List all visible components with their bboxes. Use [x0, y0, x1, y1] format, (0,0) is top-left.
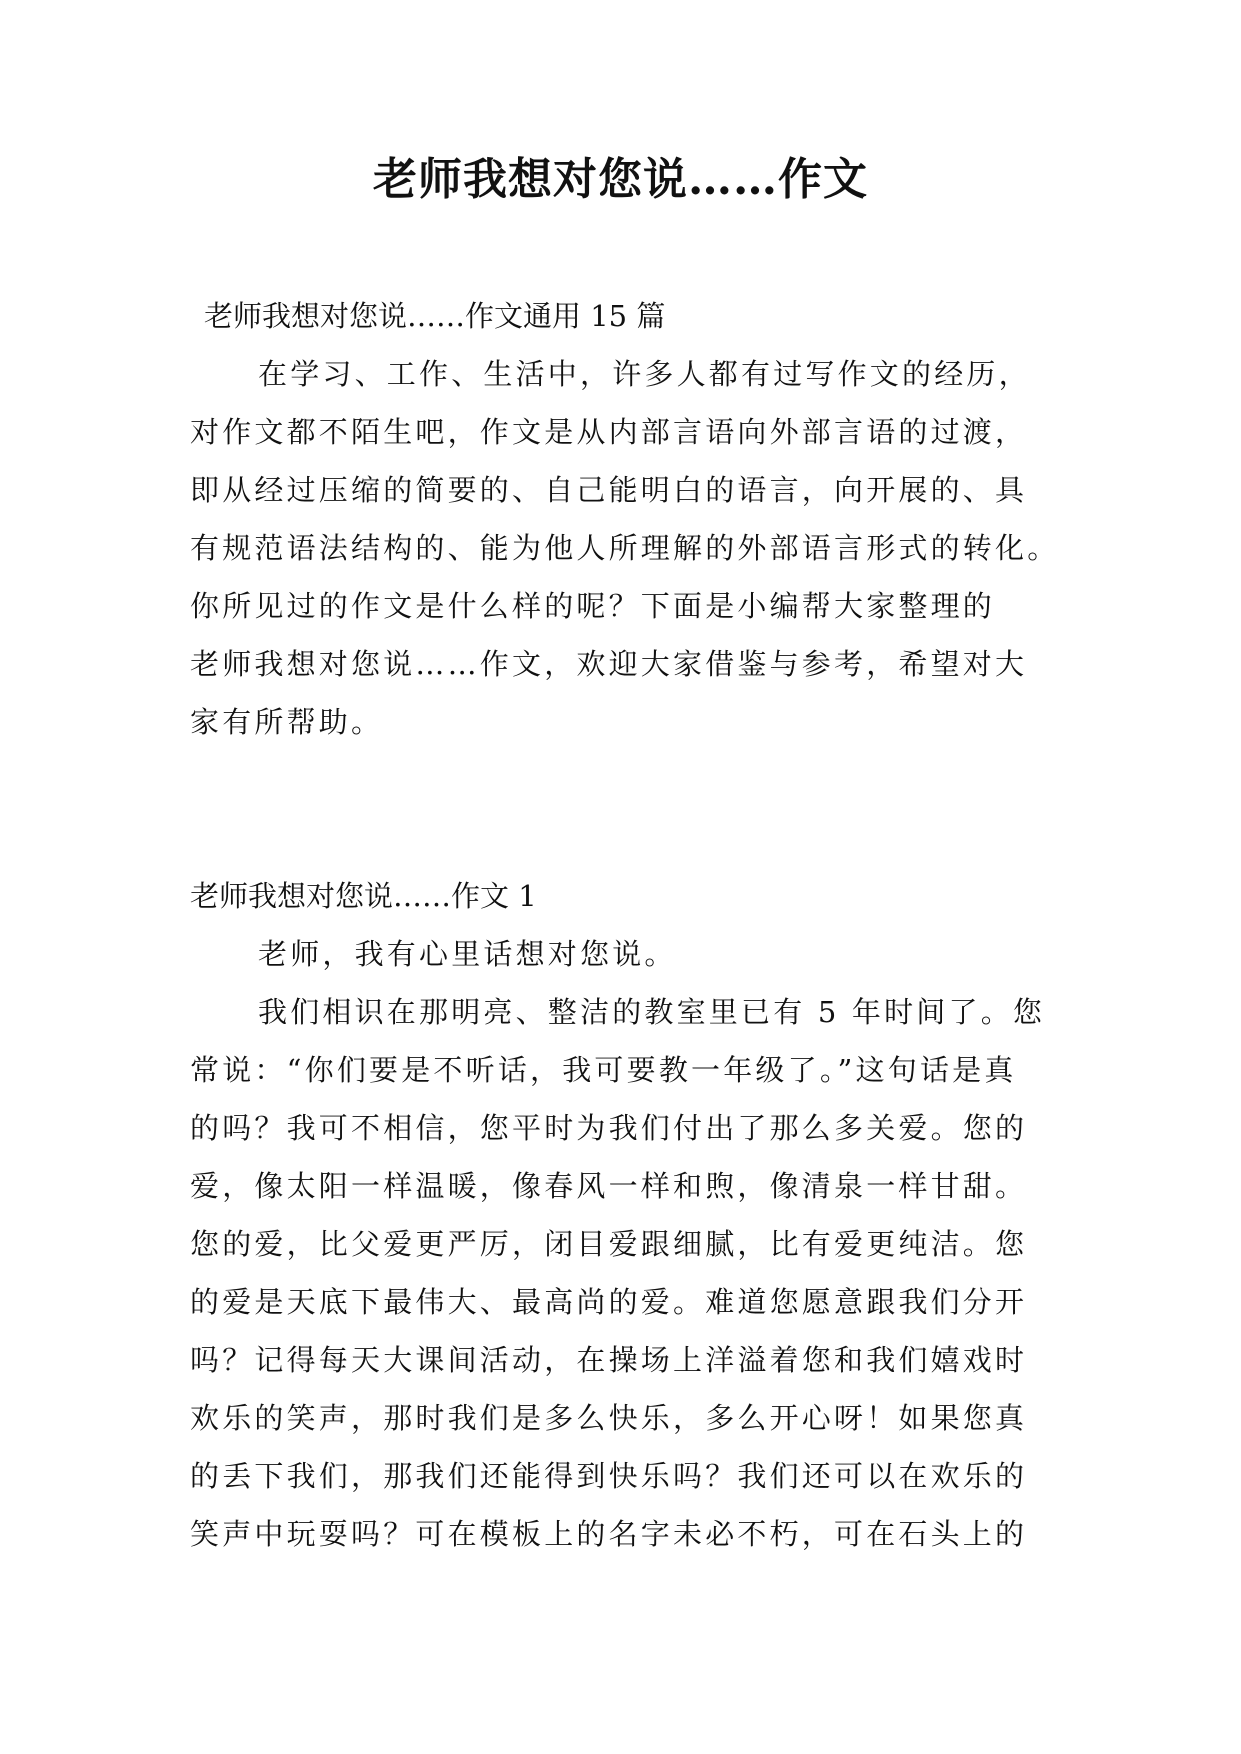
intro-line: 老师我想对您说……作文，欢迎大家借鉴与参考，希望对大: [190, 647, 1028, 681]
document-subtitle: 老师我想对您说……作文通用 15 篇: [204, 299, 666, 333]
intro-line: 家有所帮助。: [190, 705, 384, 739]
essay-heading: 老师我想对您说……作文 1: [190, 879, 537, 913]
document-title: 老师我想对您说……作文: [373, 154, 868, 205]
document-body: [190, 287, 1070, 1563]
intro-paragraph: [190, 345, 1070, 751]
essay-line: 我们相识在那明亮、整洁的教室里已有 5 年时间了。您: [258, 995, 1046, 1029]
essay-line: 的丢下我们，那我们还能得到快乐吗？我们还可以在欢乐的: [190, 1459, 1028, 1493]
intro-line: 即从经过压缩的简要的、自己能明白的语言，向开展的、具: [190, 473, 1028, 507]
essay-line: 欢乐的笑声，那时我们是多么快乐，多么开心呀！如果您真: [190, 1401, 1028, 1435]
intro-line: 对作文都不陌生吧，作文是从内部言语向外部言语的过渡，: [190, 415, 1028, 449]
essay-line: 的吗？我可不相信，您平时为我们付出了那么多关爱。您的: [190, 1111, 1028, 1145]
essay-line: 吗？记得每天大课间活动，在操场上洋溢着您和我们嬉戏时: [190, 1343, 1028, 1377]
intro-line: 你所见过的作文是什么样的呢？下面是小编帮大家整理的: [190, 589, 996, 623]
intro-line: 有规范语法结构的、能为他人所理解的外部语言形式的转化。: [190, 531, 1060, 565]
essay-paragraph: [190, 983, 1070, 1563]
essay-paragraph: 老师，我有心里话想对您说。: [258, 937, 677, 971]
essay-line: 的爱是天底下最伟大、最高尚的爱。难道您愿意跟我们分开: [190, 1285, 1028, 1319]
section-spacer: [190, 751, 1070, 867]
intro-line: 在学习、工作、生活中，许多人都有过写作文的经历，: [258, 357, 1031, 391]
essay-line: 您的爱，比父爱更严厉，闭目爱跟细腻，比有爱更纯洁。您: [190, 1227, 1028, 1261]
essay-line: 常说：“你们要是不听话，我可要教一年级了。”这句话是真: [190, 1053, 1017, 1087]
essay-line: 笑声中玩耍吗？可在模板上的名字未必不朽，可在石头上的: [190, 1517, 1028, 1551]
essay-line: 爱，像太阳一样温暖，像春风一样和煦，像清泉一样甘甜。: [190, 1169, 1028, 1203]
